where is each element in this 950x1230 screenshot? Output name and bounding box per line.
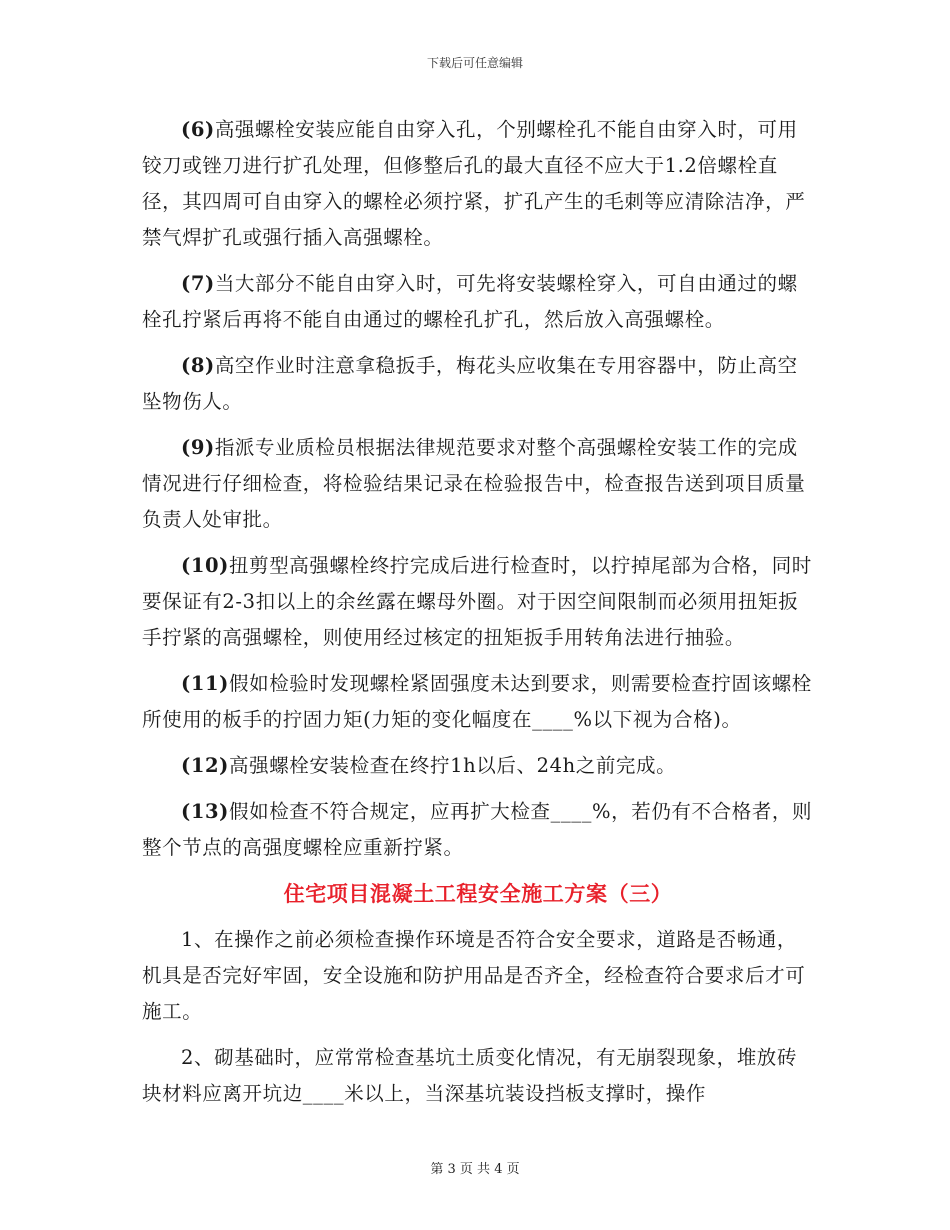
item-number: (11)	[181, 672, 229, 695]
item-text: 当大部分不能自由穿入时，可先将安装螺栓穿入，可自由通过的螺栓孔拧紧后再将不能自由通过的螺栓孔扩孔，然后放入高强螺栓。	[142, 272, 798, 331]
item-text: 高强螺栓安装应能自由穿入孔，个别螺栓孔不能自由穿入时，可用铰刀或锉刀进行扩孔处理，但修整后孔的最大直径不应大于1.2倍螺栓直径，其四周可自由穿入的螺栓必须拧紧，扩孔产生的毛刺等应清除洁净，严禁气焊扩孔或强行插入高强螺栓。	[142, 118, 806, 249]
item-number: (6)	[181, 118, 215, 141]
item-text: 假如检验时发现螺栓紧固强度未达到要求，则需要检查拧固该螺栓所使用的板手的拧固力矩(力矩的变化幅度在____%以下视为合格)。	[142, 672, 812, 731]
step-text: 砌基础时，应常常检查基坑土质变化情况，有无崩裂现象，堆放砖块材料应离开坑边____米以上，当深基坑装设挡板支撑时，操作	[142, 1046, 798, 1105]
paragraph-item-10	[142, 548, 814, 656]
step-number: 2、	[181, 1046, 215, 1069]
section-title: 住宅项目混凝土工程安全施工方案（三）	[283, 881, 673, 906]
item-number: (12)	[181, 754, 229, 777]
item-text: 假如检查不符合规定，应再扩大检查____%，若仍有不合格者，则整个节点的高强度螺栓应重新拧紧。	[142, 800, 813, 859]
item-number: (8)	[181, 354, 215, 377]
step-number: 1、	[181, 928, 215, 951]
item-number: (10)	[181, 554, 229, 577]
page-footer: 第 3 页 共 4 页	[430, 1162, 520, 1177]
paragraph-item-9	[142, 430, 814, 538]
paragraph-item-13	[142, 794, 814, 866]
paragraph-step-2	[142, 1040, 814, 1112]
page-header: 下载后可任意编辑	[426, 56, 523, 70]
item-text: 扭剪型高强螺栓终拧完成后进行检查时，以拧掉尾部为合格，同时要保证有2-3扣以上的余丝露在螺母外圈。对于因空间限制而必须用扭矩扳手拧紧的高强螺栓，则使用经过核定的扭矩扳手用转角法进行抽验。	[142, 554, 812, 649]
paragraph-item-6	[142, 112, 814, 256]
item-text: 指派专业质检员根据法律规范要求对整个高强螺栓安装工作的完成情况进行仔细检查，将检验结果记录在检验报告中，检查报告送到项目质量负责人处审批。	[142, 436, 806, 531]
item-text: 高空作业时注意拿稳扳手，梅花头应收集在专用容器中，防止高空坠物伤人。	[142, 354, 798, 413]
item-number: (13)	[181, 800, 229, 823]
paragraph-item-8	[142, 348, 814, 420]
document-body	[142, 112, 814, 1122]
paragraph-item-7	[142, 266, 814, 338]
item-text: 高强螺栓安装检查在终拧1h以后、24h之前完成。	[229, 754, 677, 777]
step-text: 在操作之前必须检查操作环境是否符合安全要求，道路是否畅通，机具是否完好牢固，安全设施和防护用品是否齐全，经检查符合要求后才可施工。	[142, 928, 806, 1023]
item-number: (7)	[181, 272, 215, 295]
paragraph-step-1	[142, 922, 814, 1030]
item-number: (9)	[181, 436, 215, 459]
paragraph-item-11	[142, 666, 814, 738]
paragraph-item-12	[142, 748, 814, 784]
